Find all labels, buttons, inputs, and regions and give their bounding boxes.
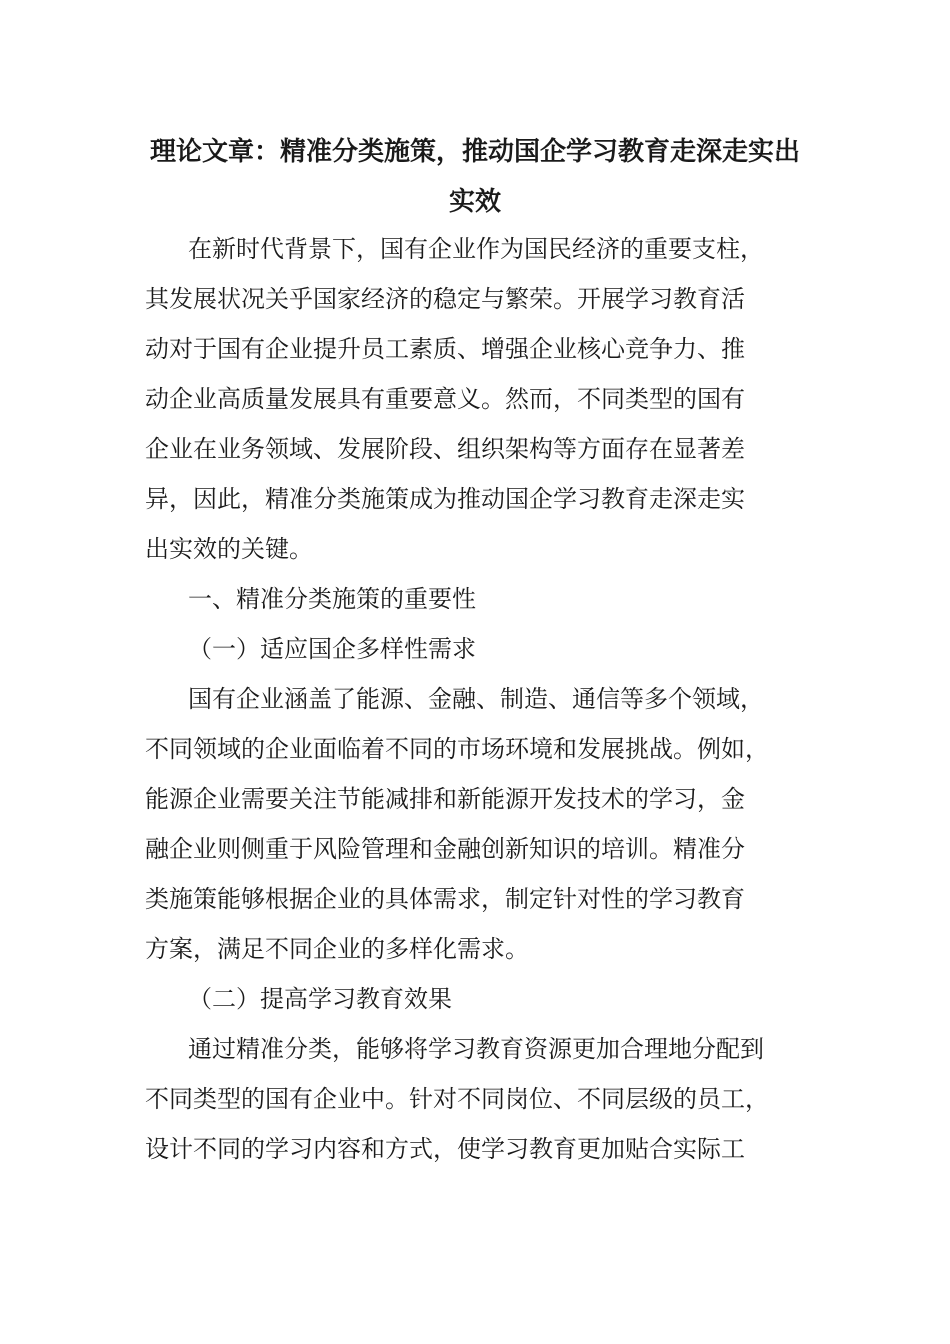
section-heading: 一、精准分类施策的重要性 xyxy=(188,585,476,613)
body-line: 企业在业务领域、发展阶段、组织架构等方面存在显著差 xyxy=(145,435,745,463)
body-line: 在新时代背景下，国有企业作为国民经济的重要支柱， xyxy=(188,235,764,263)
body-line: 动企业高质量发展具有重要意义。然而，不同类型的国有 xyxy=(145,385,745,413)
body-line: 设计不同的学习内容和方式，使学习教育更加贴合实际工 xyxy=(145,1135,745,1163)
body-line: 方案，满足不同企业的多样化需求。 xyxy=(145,935,529,963)
body-line: 出实效的关键。 xyxy=(145,535,313,563)
document-title: 理论文章：精准分类施策，推动国企学习教育走深走实出实效 xyxy=(149,137,800,217)
subsection-heading: （二）提高学习教育效果 xyxy=(188,985,452,1013)
body-line: 不同类型的国有企业中。针对不同岗位、不同层级的员工， xyxy=(145,1085,769,1113)
body-line: 通过精准分类，能够将学习教育资源更加合理地分配到 xyxy=(188,1035,764,1063)
body-line: 融企业则侧重于风险管理和金融创新知识的培训。精准分 xyxy=(145,835,745,863)
body-line: 不同领域的企业面临着不同的市场环境和发展挑战。例如， xyxy=(145,735,769,763)
body-line: 异，因此，精准分类施策成为推动国企学习教育走深走实 xyxy=(145,485,745,513)
body-line: 国有企业涵盖了能源、金融、制造、通信等多个领域， xyxy=(188,685,764,713)
body-line: 类施策能够根据企业的具体需求，制定针对性的学习教育 xyxy=(145,885,745,913)
body-line: 其发展状况关乎国家经济的稳定与繁荣。开展学习教育活 xyxy=(145,285,745,313)
subsection-heading: （一）适应国企多样性需求 xyxy=(188,635,476,663)
body-line: 动对于国有企业提升员工素质、增强企业核心竞争力、推 xyxy=(145,335,745,363)
body-line: 能源企业需要关注节能减排和新能源开发技术的学习，金 xyxy=(145,785,745,813)
